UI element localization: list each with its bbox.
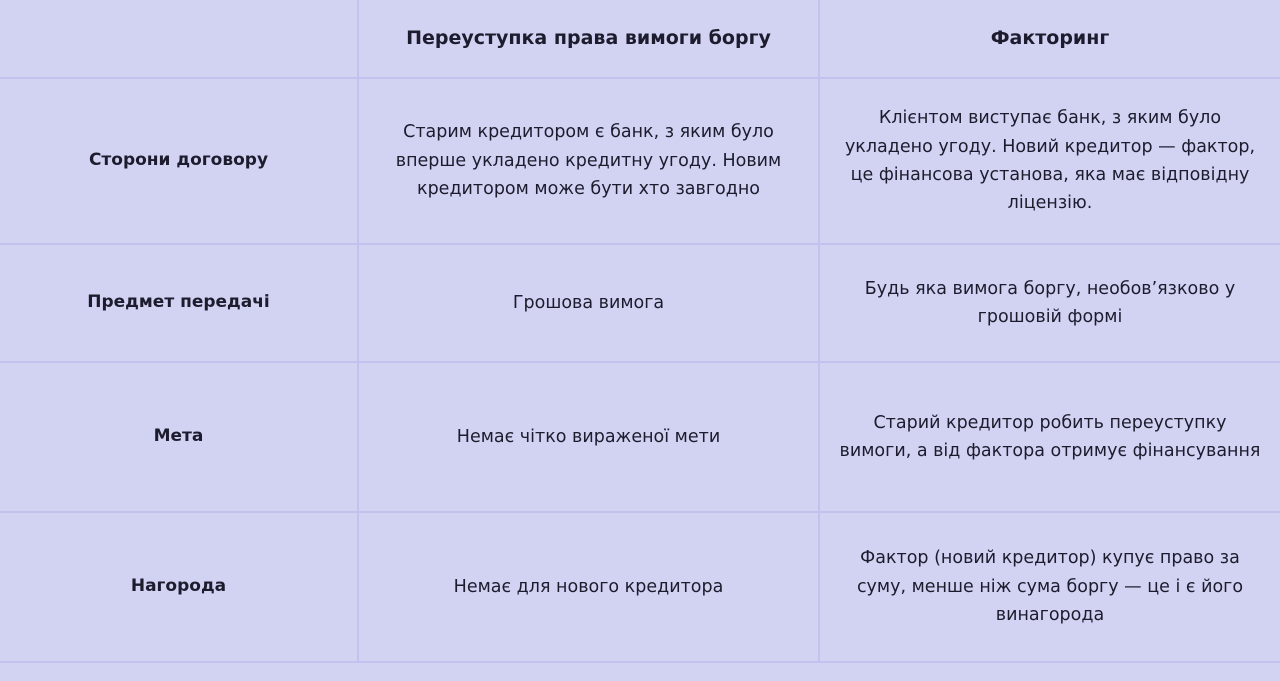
cell-assignment: Старим кредитором є банк, з яким було вперше укладено кредитну угоду. Новим кредитором може бути хто завгодно [358, 78, 819, 244]
cell-assignment: Немає для нового кредитора [358, 512, 819, 662]
table-body [0, 78, 1280, 662]
table-row [0, 512, 1280, 662]
cell-factoring: Будь яка вимога боргу, необов’язково у грошовій формі [819, 244, 1280, 362]
column-header-factoring: Факторинг [819, 0, 1280, 78]
table-header-row [0, 0, 1280, 78]
table-corner-cell [0, 0, 358, 78]
row-label: Мета [0, 362, 358, 512]
cell-assignment: Грошова вимога [358, 244, 819, 362]
cell-factoring: Старий кредитор робить переуступку вимоги, а від фактора отримує фінансування [819, 362, 1280, 512]
row-label: Сторони договору [0, 78, 358, 244]
cell-factoring: Фактор (новий кредитор) купує право за суму, менше ніж сума боргу — це і є його винагорода [819, 512, 1280, 662]
cell-factoring: Клієнтом виступає банк, з яким було укладено угоду. Новий кредитор — фактор, це фінансова установа, яка має відповідну ліцензію. [819, 78, 1280, 244]
row-label: Предмет передачі [0, 244, 358, 362]
table-row [0, 244, 1280, 362]
table-header [0, 0, 1280, 78]
table-row [0, 78, 1280, 244]
row-label: Нагорода [0, 512, 358, 662]
cell-assignment: Немає чітко вираженої мети [358, 362, 819, 512]
table-row [0, 362, 1280, 512]
column-header-assignment: Переуступка права вимоги боргу [358, 0, 819, 78]
